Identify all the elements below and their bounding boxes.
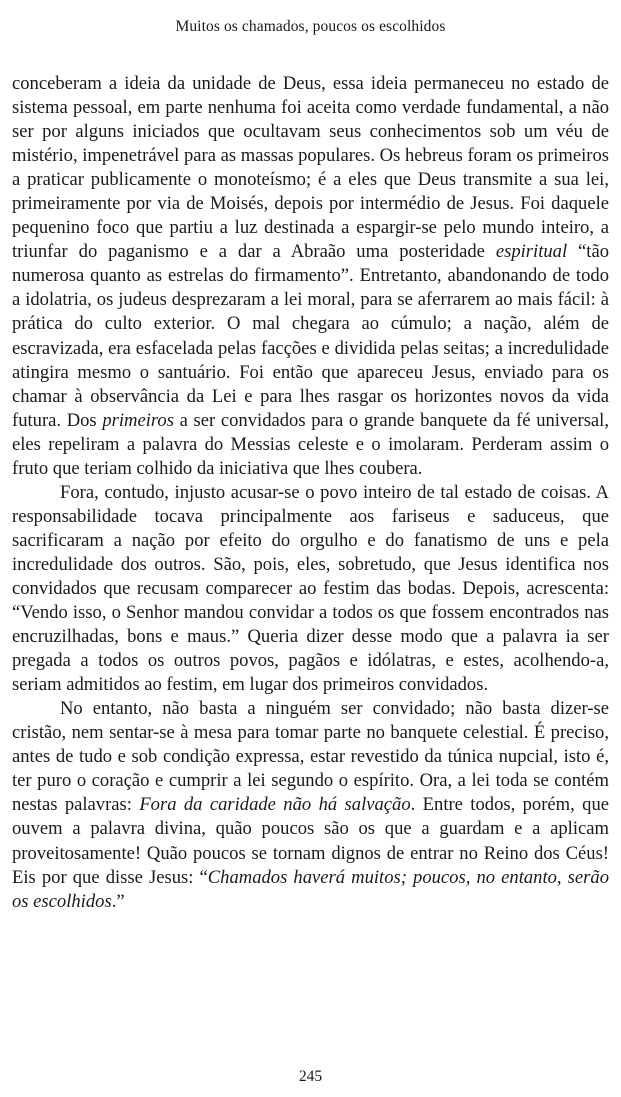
text-run: .” — [111, 890, 125, 912]
paragraph — [12, 697, 609, 913]
body-text — [12, 72, 609, 914]
italic-text: Chamados haverá muitos; poucos, no entanto, serão os escolhidos — [12, 866, 609, 912]
italic-text: espiritual — [495, 241, 568, 263]
text-run: . Entre todos, porém, que ouvem a palavra divina, quão poucos são os que a guardam e a aplicam proveitosamente! Quão poucos se tornam dignos de entrar no Reino dos Céus! Eis por que disse Jesus: “ — [12, 794, 609, 888]
page-number: 245 — [298, 1068, 323, 1085]
italic-text: Fora da caridade não há salvação — [139, 794, 411, 816]
paragraph — [12, 481, 609, 697]
text-run: conceberam a ideia da unidade de Deus, essa ideia permaneceu no estado de sistema pessoal, em parte nenhuma foi aceita como verdade fundamental, a não ser por alguns iniciados que ocultavam seus conhecimentos sob um véu de mistério, impenetrável para as massas populares. Os hebreus foram os primeiros a praticar publicamente o monoteísmo; é a eles que Deus transmite a sua lei, primeiramente por via de Moisés, depois por intermédio de Jesus. Foi daquele pequenino foco que partiu a luz destinada a espargir-se pelo mundo inteiro, a triunfar do paganismo e a dar a Abraão uma posteridade — [12, 73, 609, 263]
paragraph — [12, 72, 609, 481]
text-run: “tão numerosa quanto as estrelas do firmamento”. Entretanto, abandonando de todo a idolatria, os judeus desprezaram a lei moral, para se aferrarem ao mais fácil: à prática do culto exterior. O mal chegara ao cúmulo; a nação, além de escravizada, era esfacelada pelas facções e dividida pelas seitas; a incredulidade atingira mesmo o santuário. Foi então que apareceu Jesus, enviado para os chamar à observância da Lei e para lhes rasgar os horizontes novos da vida futura. Dos — [12, 241, 609, 431]
italic-text: primeiros — [102, 409, 174, 431]
text-run: No entanto, não basta a ninguém ser convidado; não basta dizer-se cristão, nem sentar-se à mesa para tomar parte no banquete celestial. É preciso, antes de tudo e sob condição expressa, estar revestido da túnica nupcial, isto é, ter puro o coração e cumprir a lei segundo o espírito. Ora, a lei toda se contém nestas palavras: — [12, 698, 609, 816]
text-run: Fora, contudo, injusto acusar-se o povo inteiro de tal estado de coisas. A responsabilidade tocava principalmente aos fariseus e saduceus, que sacrificaram a nação por efeito do orgulho e do fanatismo de uns e pela incredulidade dos outros. São, pois, eles, sobretudo, que Jesus identifica nos convidados que recusam comparecer ao festim das bodas. Depois, acrescenta: “Vendo isso, o Senhor mandou convidar a todos os que fossem encontrados nas encruzilhadas, bons e maus.” Queria dizer desse modo que a palavra ia ser pregada a todos os outros povos, pagãos e idólatras, e estes, acolhendo-a, seriam admitidos ao festim, em lugar dos primeiros convidados. — [12, 481, 609, 696]
text-run: a ser convidados para o grande banquete da fé universal, eles repeliram a palavra do Messias celeste e o imolaram. Perderam assim o fruto que teriam colhido da iniciativa que lhes coubera. — [12, 409, 609, 479]
running-head: Muitos os chamados, poucos os escolhidos — [175, 18, 446, 35]
